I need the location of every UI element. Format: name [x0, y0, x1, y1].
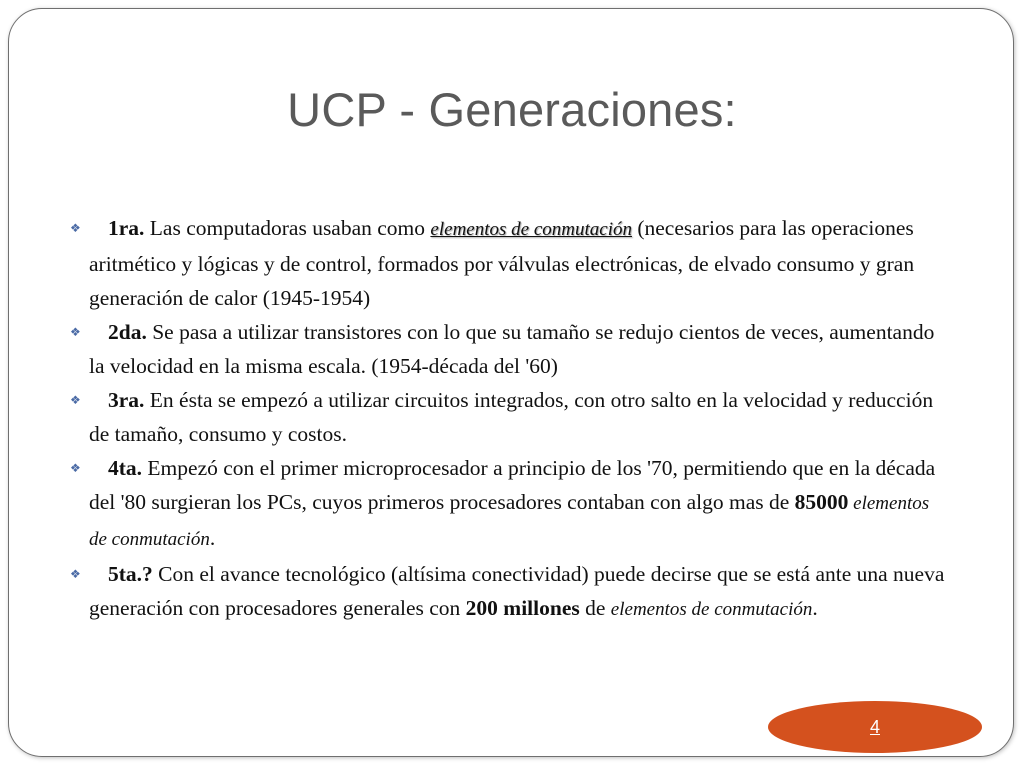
- item-text: de: [579, 596, 611, 620]
- diamond-bullet-icon: ❖: [70, 567, 81, 581]
- item-lead: 1ra.: [108, 216, 145, 240]
- item-text: .: [209, 526, 216, 550]
- item-lead: 5ta.?: [108, 562, 153, 586]
- item-strong: 200 millones: [465, 596, 580, 620]
- list-item-generation-3: [70, 383, 949, 451]
- item-text: (necesarios para las operaciones aritmético y lógicas y de control, formados por válvulas electrónicas, de elvado consumo y gran generación de calor (1945-1954): [89, 216, 915, 310]
- diamond-bullet-icon: ❖: [70, 325, 81, 339]
- slide-title: UCP - Generaciones:: [287, 83, 737, 136]
- item-emphasis: elementos de conmutación: [89, 493, 930, 550]
- item-text: Con el avance tecnológico (altísima conectividad) puede decirse que se está ante una nueva generación con procesadores generales con: [89, 562, 945, 620]
- diamond-bullet-icon: ❖: [70, 221, 81, 235]
- item-strong: 85000: [794, 490, 849, 514]
- list-item-generation-1: [70, 211, 949, 315]
- item-text: .: [812, 596, 818, 620]
- list-item-generation-2: [70, 315, 949, 383]
- item-emphasis: elementos de conmutación: [430, 219, 632, 240]
- diamond-bullet-icon: ❖: [70, 461, 81, 475]
- page-number-badge[interactable]: [768, 701, 982, 753]
- diamond-bullet-icon: ❖: [70, 393, 81, 407]
- item-text: Las computadoras usaban como: [144, 216, 431, 240]
- item-lead: 4ta.: [108, 456, 143, 480]
- slide-content: [70, 211, 949, 627]
- list-item-generation-5: [70, 557, 949, 627]
- page-number-link[interactable]: 4: [869, 716, 880, 737]
- item-lead: 3ra.: [108, 388, 145, 412]
- item-lead: 2da.: [108, 320, 147, 344]
- item-text: En ésta se empezó a utilizar circuitos integrados, con otro salto en la velocidad y reducción de tamaño, consumo y costos.: [89, 388, 934, 446]
- list-item-generation-4: [70, 451, 949, 557]
- item-emphasis: elementos de conmutación: [610, 599, 813, 620]
- item-text: Empezó con el primer microprocesador a principio de los '70, permitiendo que en la década del '80 surgieran los PCs, cuyos primeros procesadores contaban con algo mas de: [89, 456, 936, 514]
- item-text: Se pasa a utilizar transistores con lo que su tamaño se redujo cientos de veces, aumentando la velocidad en la misma escala. (1954-década del '60): [89, 320, 935, 378]
